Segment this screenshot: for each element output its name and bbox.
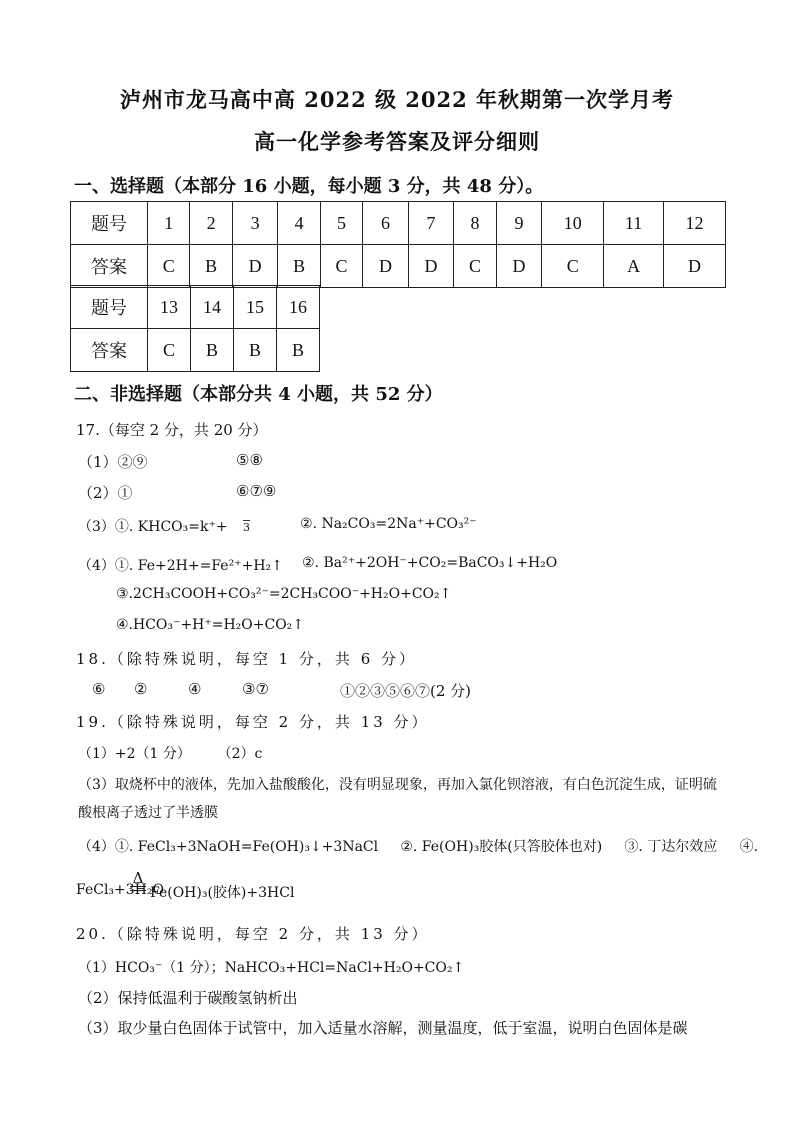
q17-answer-2b: ⑥⑦⑨ — [236, 482, 277, 500]
answer-table-1 — [70, 201, 726, 288]
delta-symbol: Δ — [132, 869, 144, 887]
q19-equation-right: Fe(OH)₃(胶体)+3HCl — [150, 885, 295, 901]
q19-answer-1: （1）+2（1 分） （2）c — [78, 746, 263, 762]
q20-answer-3: （3）取少量白色固体于试管中，加入适量水溶解，测量温度，低于室温，说明白色固体是碳 — [78, 1019, 688, 1037]
q19-answer-3b: 酸根离子透过了半透膜 — [78, 805, 218, 821]
question-number-label: 题号 — [71, 286, 148, 329]
question-number-cell: 2 — [190, 202, 232, 245]
question-number-cell: 5 — [320, 202, 362, 245]
section-heading-nonchoice: 二、非选择题（本部分共 4 小题，共 52 分） — [74, 384, 443, 405]
q17-answer-1b: ⑤⑧ — [236, 451, 263, 469]
answer-cell: D — [496, 245, 542, 288]
q18-heading: 18.（除特殊说明，每空 1 分，共 6 分） — [76, 650, 418, 668]
answer-cell: A — [604, 245, 664, 288]
answer-cell: D — [408, 245, 454, 288]
q18-answer-5: ①②③⑤⑥⑦(2 分) — [340, 682, 472, 700]
q17-answer-4d: ④.HCO₃⁻+H⁺=H₂O+CO₂↑ — [116, 617, 305, 633]
q19-answer-3a: （3）取烧杯中的液体，先加入盐酸酸化，没有明显现象，再加入氯化钡溶液，有白色沉淀生成，证明硫 — [78, 777, 717, 793]
question-number-cell: 4 — [278, 202, 320, 245]
page-title: 泸州市龙马高中高 2022 级 2022 年秋期第一次学月考 — [119, 87, 675, 112]
q18-answer-1: ⑥ — [92, 680, 106, 698]
answer-cell: B — [234, 329, 277, 372]
equals-bar-bottom — [130, 890, 146, 891]
question-number-cell: 12 — [663, 202, 725, 245]
answer-cell: C — [320, 245, 362, 288]
q17-answer-3b: ②. Na₂CO₃=2Na⁺+CO₃²⁻ — [300, 516, 477, 532]
q20-heading: 20.（除特殊说明，每空 2 分，共 13 分） — [76, 925, 430, 943]
question-number-cell: 16 — [277, 286, 320, 329]
question-number-cell: 8 — [454, 202, 496, 245]
answer-cell: C — [542, 245, 604, 288]
question-number-label: 题号 — [71, 202, 148, 245]
question-number-cell: 14 — [191, 286, 234, 329]
question-number-cell: 11 — [604, 202, 664, 245]
question-number-cell: 3 — [232, 202, 278, 245]
q17-heading: 17.（每空 2 分，共 20 分） — [76, 421, 268, 439]
q17-answer-4c: ③.2CH₃COOH+CO₃²⁻=2CH₃COO⁻+H₂O+CO₂↑ — [116, 586, 452, 602]
q18-answer-4: ③⑦ — [242, 680, 269, 698]
q20-answer-2: （2）保持低温利于碳酸氢钠析出 — [78, 989, 298, 1007]
answer-cell: B — [191, 329, 234, 372]
answer-table-2 — [70, 285, 320, 372]
answer-label: 答案 — [71, 329, 148, 372]
q17-answer-1a: （1）②⑨ — [78, 453, 148, 471]
q19-answer-4: （4）①. FeCl₃+3NaOH=Fe(OH)₃↓+3NaCl ②. Fe(OH)₃胶体(只答胶体也对) ③. 丁达尔效应 ④. — [78, 839, 759, 855]
q17-answer-4a: （4）①. Fe+2H+=Fe²⁺+H₂↑ — [78, 558, 283, 574]
heat-symbol — [130, 871, 146, 891]
question-number-cell: 1 — [148, 202, 190, 245]
answer-label: 答案 — [71, 245, 148, 288]
q17-answer-2a: （2）① — [78, 484, 133, 502]
answer-cell: C — [148, 245, 190, 288]
question-number-cell: 15 — [234, 286, 277, 329]
q19-heading: 19.（除特殊说明，每空 2 分，共 13 分） — [76, 713, 430, 731]
q18-answer-2: ② — [134, 680, 148, 698]
question-number-cell: 13 — [148, 286, 191, 329]
q17-answer-3a: （3）①. KHCO₃=k⁺+ — [78, 519, 228, 535]
question-number-cell: 10 — [542, 202, 604, 245]
answer-cell: B — [277, 329, 320, 372]
answer-cell: B — [190, 245, 232, 288]
answer-cell: B — [278, 245, 320, 288]
question-number-cell: 6 — [363, 202, 409, 245]
answer-cell: D — [363, 245, 409, 288]
q18-answer-3: ④ — [188, 680, 202, 698]
answer-cell: D — [663, 245, 725, 288]
question-number-cell: 7 — [408, 202, 454, 245]
question-number-cell: 9 — [496, 202, 542, 245]
answer-cell: D — [232, 245, 278, 288]
page-subtitle: 高一化学参考答案及评分细则 — [254, 129, 540, 154]
answer-cell: C — [148, 329, 191, 372]
q20-answer-1: （1）HCO₃⁻（1 分）；NaHCO₃+HCl=NaCl+H₂O+CO₂↑ — [78, 960, 465, 976]
q17-answer-3-fraction: 3 — [243, 521, 250, 534]
q19-equation-left: FeCl₃+3H₂O — [76, 882, 164, 898]
q17-answer-4b: ②. Ba²⁺+2OH⁻+CO₂=BaCO₃↓+H₂O — [302, 555, 558, 571]
section-heading-choice: 一、选择题（本部分 16 小题，每小题 3 分，共 48 分）。 — [74, 176, 544, 197]
answer-cell: C — [454, 245, 496, 288]
